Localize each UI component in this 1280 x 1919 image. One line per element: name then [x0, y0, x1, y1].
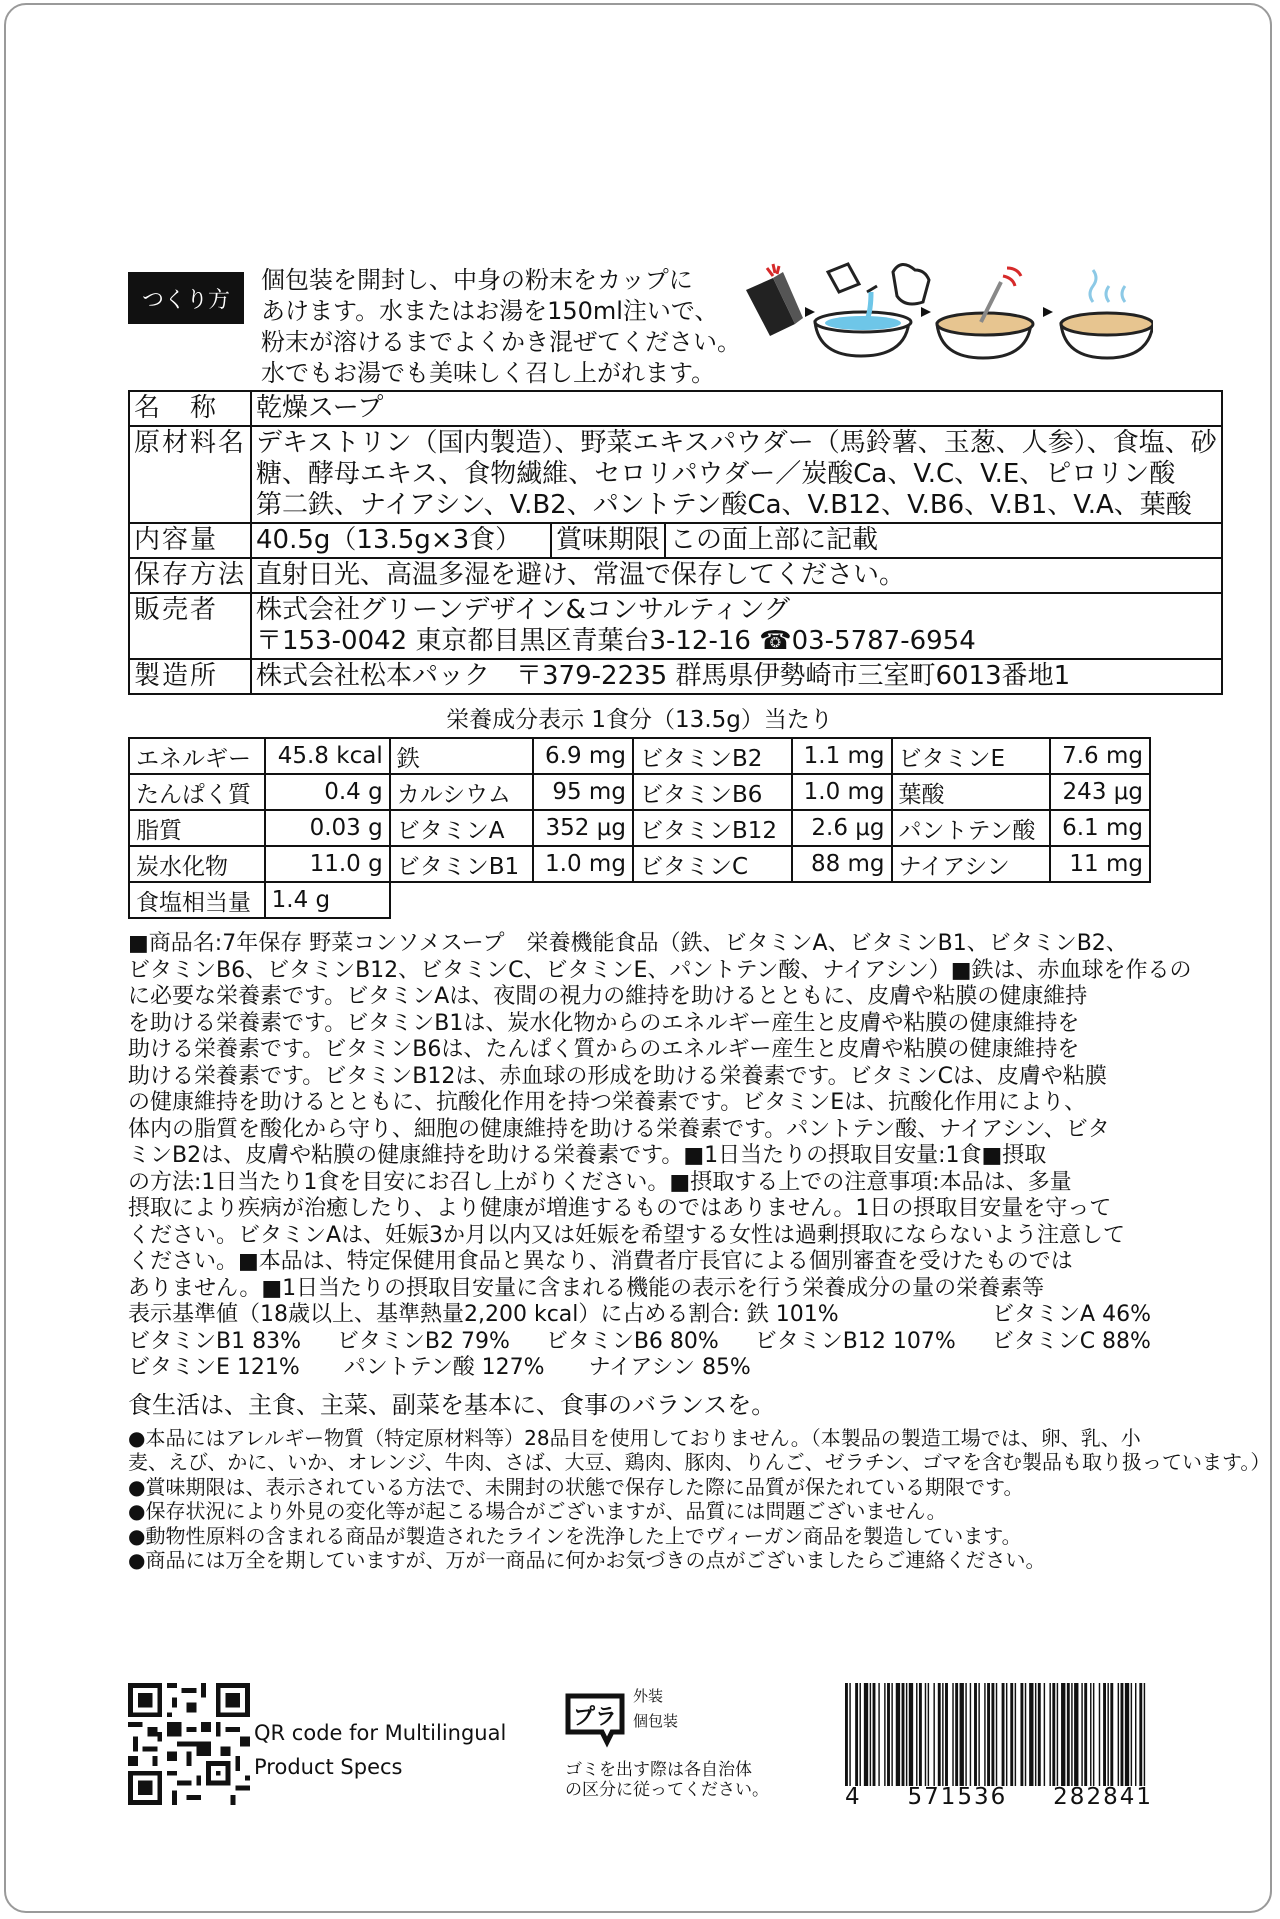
recycle-inner-label: 個包装: [633, 1712, 679, 1730]
note-line: ●商品には万全を期していますが、万が一商品に何かお気づきの点がございましたらご連絡ください。: [128, 1548, 1046, 1572]
table-row: [129, 882, 1150, 918]
ratio-text: ビタミンA 46%: [992, 1302, 1151, 1327]
nutrient-value: 95 mg: [533, 774, 633, 810]
barcode-bar: [960, 1683, 964, 1786]
nutrition-title: 栄養成分表示 1食分（13.5g）当たり: [446, 707, 833, 733]
barcode-bar: [891, 1683, 892, 1786]
barcode-bar: [1139, 1683, 1142, 1786]
garbage-line: の区分に従ってください。: [565, 1780, 769, 1800]
barcode-number: [845, 1784, 1153, 1810]
diet-advice: 食生活は、主食、主菜、副菜を基本に、食事のバランスを。: [128, 1390, 776, 1419]
barcode-bar: [1057, 1683, 1058, 1786]
arrow-icon: [921, 307, 931, 317]
seller-value: [251, 593, 1222, 659]
barcode-bar: [1025, 1683, 1026, 1786]
table-row: [129, 846, 1150, 882]
barcode-bar: [1131, 1683, 1132, 1786]
barcode-bar: [884, 1683, 885, 1786]
nutrient-value: 243 μg: [1050, 774, 1150, 810]
nutrient-name: ビタミンC: [633, 846, 792, 882]
ratio-text: 表示基準値（18歳以上、基準熱量2,200 kcal）に占める割合: 鉄 101%: [128, 1302, 839, 1327]
barcode-bar: [984, 1683, 985, 1786]
table-row: [129, 810, 1150, 846]
note-line: ●動物性原料の含まれる商品が製造されたラインを洗浄した上でヴィーガン商品を製造しています。: [128, 1523, 1022, 1548]
table-row: [129, 426, 1222, 523]
barcode-bar: [845, 1683, 848, 1786]
ratio-text: ビタミンB12 107%: [754, 1328, 956, 1354]
maker-label: 製造所: [129, 659, 251, 694]
barcode-bar: [955, 1683, 958, 1786]
recycle-labels: [633, 1684, 678, 1734]
nutrient-value: 0.03 g: [265, 810, 390, 846]
nutrient-value: 6.9 mg: [533, 738, 633, 774]
label-content: [128, 262, 1271, 1573]
expiry-label: 賞味期限: [551, 523, 665, 558]
barcode-bar: [938, 1683, 941, 1786]
garbage-line: ゴミを出す際は各自治体: [565, 1760, 752, 1780]
nutrient-name: ビタミンB12: [633, 810, 792, 846]
nutrient-value: 45.8 kcal: [265, 738, 390, 774]
barcode-bar: [1015, 1683, 1016, 1786]
barcode-bar: [925, 1683, 926, 1786]
cup-pour-icon: [815, 264, 929, 356]
barcode-digits: 571536: [907, 1784, 1008, 1810]
seller-name: 株式会社グリーンデザイン&コンサルティング: [256, 595, 791, 625]
barcode-bar: [952, 1683, 953, 1786]
nutrient-name: 炭水化物: [129, 846, 265, 882]
barcode-bar: [996, 1683, 997, 1786]
seller-address: 〒153-0042 東京都目黒区青葉台3-12-16 ☎03-5787-6954: [256, 626, 976, 656]
text-line: ありません。■1日当たりの摂取目安量に含まれる機能の表示を行う栄養成分の量の栄養素等: [128, 1275, 1045, 1301]
barcode-bar: [1118, 1683, 1119, 1786]
table-row: [129, 593, 1222, 659]
nutrient-value: 1.0 mg: [792, 774, 892, 810]
barcode-bar: [860, 1683, 861, 1786]
ingredients-label: 原材料名: [129, 426, 251, 523]
barcode-bar: [870, 1683, 871, 1786]
qr-caption: [254, 1716, 506, 1784]
nutrient-value: 6.1 mg: [1050, 810, 1150, 846]
packet-icon: [746, 264, 803, 336]
barcode-bar: [1020, 1683, 1023, 1786]
prep-line: 個包装を開封し、中身の粉末をカップに: [261, 266, 693, 294]
seller-label: 販売者: [129, 593, 251, 659]
nutrient-name: 葉酸: [892, 774, 1051, 810]
barcode-bar: [942, 1683, 943, 1786]
table-row: [129, 523, 1222, 558]
text-line: を助ける栄養素です。ビタミンB1は、炭水化物からのエネルギー産生と皮膚や粘膜の健康維持を: [128, 1010, 1080, 1036]
prep-line: 粉末が溶けるまでよくかき混ぜてください。: [261, 328, 741, 356]
nutrient-name: ビタミンB6: [633, 774, 792, 810]
note-line: 麦、えび、かに、いか、オレンジ、牛肉、さば、大豆、鶏肉、豚肉、りんご、ゼラチン、ゴマを含む製品も取り扱っています。）: [128, 1450, 1271, 1474]
ingredients-line: 糖、酵母エキス、食物繊維、セロリパウダー／炭酸Ca、V.C、V.E、ピロリン酸: [256, 459, 1176, 489]
ratio-text: ビタミンB1 83%: [128, 1328, 301, 1354]
preparation-section: [128, 262, 1151, 390]
barcode-bar: [864, 1683, 868, 1786]
barcode-bar: [945, 1683, 948, 1786]
text-line: の方法:1日当たり1食を目安にお召し上がりください。■摂取する上での注意事項:本品は、多量: [128, 1169, 1072, 1195]
ingredients-line: デキストリン（国内製造）、野菜エキスパウダー（馬鈴薯、玉葱、人参）、食塩、砂: [256, 428, 1217, 458]
nutrient-value: 7.6 mg: [1050, 738, 1150, 774]
preparation-illustration: [743, 262, 1153, 372]
barcode-bar: [1144, 1683, 1145, 1786]
barcode-bar: [1103, 1683, 1106, 1786]
barcode-bar: [1110, 1683, 1113, 1786]
text-line: ■商品名:7年保存 野菜コンソメスープ 栄養機能食品（鉄、ビタミンA、ビタミンB1、ビタミンB2、: [128, 931, 1128, 956]
barcode-bar: [1006, 1683, 1007, 1786]
qr-caption-line: QR code for Multilingual: [254, 1721, 507, 1745]
arrow-icon: [1043, 307, 1053, 317]
nutrient-name: ビタミンE: [892, 738, 1051, 774]
nutrient-name: ビタミンA: [390, 810, 533, 846]
barcode: [841, 1683, 1151, 1786]
qr-caption-line: Product Specs: [254, 1755, 403, 1779]
barcode-bar: [916, 1683, 917, 1786]
prep-line: あけます。水またはお湯を150ml注いで、: [261, 297, 719, 325]
ratio-line: [128, 1329, 1151, 1356]
barcode-bar: [1125, 1683, 1129, 1786]
storage-label: 保存方法: [129, 558, 251, 593]
nutrient-name: エネルギー: [129, 738, 265, 774]
ingredients-line: 第二鉄、ナイアシン、V.B2、パントテン酸Ca、V.B12、V.B6、V.B1、V.A、葉酸: [256, 490, 1192, 520]
cup-stir-icon: [937, 268, 1033, 358]
barcode-bar: [1035, 1683, 1036, 1786]
nutrient-name: ビタミンB2: [633, 738, 792, 774]
ratio-line: ビタミンE 121% パントテン酸 127% ナイアシン 85%: [128, 1355, 751, 1380]
table-row: [129, 738, 1150, 774]
barcode-bar: [855, 1683, 858, 1786]
recycle-outer-label: 外装: [633, 1687, 664, 1705]
table-row: [129, 774, 1150, 810]
barcode-bar: [887, 1683, 890, 1786]
barcode-bar: [1029, 1683, 1033, 1786]
barcode-bar: [970, 1683, 971, 1786]
nutrient-value: 1.0 mg: [533, 846, 633, 882]
table-row: [129, 391, 1222, 426]
text-line: ビタミンB6、ビタミンB12、ビタミンC、ビタミンE、パントテン酸、ナイアシン）■鉄は、赤血球を作るの: [128, 957, 1192, 983]
expiry-value: この面上部に記載: [665, 523, 1222, 558]
barcode-bar: [1049, 1683, 1050, 1786]
ratio-text: ビタミンB2 79%: [336, 1328, 510, 1354]
nutrient-name: 鉄: [390, 738, 533, 774]
text-line: ミンB2は、皮膚や粘膜の健康維持を助ける栄養素です。■1日当たりの摂取目安量:1食■摂取: [128, 1143, 1047, 1168]
maker-value: 株式会社松本パック 〒379-2235 群馬県伊勢崎市三室町6013番地1: [251, 659, 1222, 694]
garbage-notice: [565, 1760, 769, 1800]
barcode-bar: [1061, 1683, 1065, 1786]
note-line: ●賞味期限は、表示されている方法で、未開封の状態で保存した際に品質が保たれている期限です。: [128, 1474, 1024, 1499]
nutrient-value: 352 μg: [533, 810, 633, 846]
note-line: ●保存状況により外見の変化等が起こる場合がございますが、品質には問題ございません。: [128, 1499, 947, 1523]
text-line: ください。ビタミンAは、妊娠3か月以内又は妊娠を希望する女性は過剰摂取にならないよう注意して: [128, 1222, 1126, 1248]
barcode-bar: [965, 1683, 966, 1786]
text-line: 体内の脂質を酸化から守り、細胞の健康維持を助ける栄養素です。パントテン酸、ナイアシン、ビタ: [128, 1116, 1110, 1142]
barcode-bar: [1090, 1683, 1091, 1786]
barcode-bar: [1052, 1683, 1055, 1786]
barcode-bar: [909, 1683, 913, 1786]
barcode-bar: [1038, 1683, 1041, 1786]
bottom-section: [128, 1680, 1151, 1810]
barcode-bar: [919, 1683, 922, 1786]
barcode-bar: [1084, 1683, 1087, 1786]
barcode-bar: [1121, 1683, 1124, 1786]
barcode-bar: [1010, 1683, 1013, 1786]
barcode-bar: [991, 1683, 994, 1786]
arrow-icon: [805, 307, 815, 317]
volume-label: 内容量: [129, 523, 251, 558]
note-line: ●本品にはアレルギー物質（特定原材料等）28品目を使用しておりません。（本製品の製造工場では、卵、乳、小: [128, 1425, 1141, 1450]
nutrient-name: パントテン酸: [892, 810, 1051, 846]
barcode-bar: [1044, 1683, 1045, 1786]
barcode-bar: [1093, 1683, 1094, 1786]
ratio-text: ビタミンB6 80%: [545, 1328, 719, 1354]
text-line: 摂取により疾病が治癒したり、より健康が増進するものではありません。1日の摂取目安量を守って: [128, 1196, 1112, 1221]
barcode-bar: [1107, 1683, 1108, 1786]
text-line: 助ける栄養素です。ビタミンB12は、赤血球の形成を助ける栄養素です。ビタミンCは、皮膚や粘膜: [128, 1063, 1107, 1089]
ingredients-value: [251, 426, 1222, 523]
barcode-bar: [1071, 1683, 1072, 1786]
barcode-bar: [974, 1683, 977, 1786]
volume-value: 40.5g（13.5g×3食）: [251, 523, 551, 558]
nutrient-value: 0.4 g: [265, 774, 390, 810]
name-label: 名 称: [129, 391, 251, 426]
ratio-text: ビタミンC 88%: [991, 1328, 1151, 1354]
nutrient-value: 1.1 mg: [792, 738, 892, 774]
prep-line: 水でもお湯でも美味しく召し上がれます。: [261, 359, 716, 387]
product-info-table: [128, 390, 1223, 695]
table-row: [129, 558, 1222, 593]
cup-ready-icon: [1061, 270, 1153, 358]
name-value: 乾燥スープ: [251, 391, 1222, 426]
text-line: ください。■本品は、特定保健用食品と異なり、消費者庁長官による個別審査を受けたものでは: [128, 1249, 1073, 1274]
barcode-bar: [1002, 1683, 1005, 1786]
preparation-label: つくり方: [128, 272, 244, 324]
notes-section: [128, 1425, 1271, 1573]
nutrient-name: 脂質: [129, 810, 265, 846]
qr-code[interactable]: [128, 1683, 250, 1805]
barcode-bar: [873, 1683, 876, 1786]
barcode-digits: 4: [845, 1784, 862, 1810]
barcode-bar: [896, 1683, 900, 1786]
recycle-pla-icon: [560, 1688, 630, 1748]
nutrient-name: ナイアシン: [892, 846, 1051, 882]
barcode-bar: [987, 1683, 990, 1786]
barcode-bar: [928, 1683, 929, 1786]
nutrient-name: 食塩相当量: [129, 882, 265, 918]
text-line: 助ける栄養素です。ビタミンB6は、たんぱく質からのエネルギー産生と皮膚や粘膜の健康維持を: [128, 1037, 1080, 1062]
storage-value: 直射日光、高温多湿を避け、常温で保存してください。: [251, 558, 1222, 593]
nutrient-name: カルシウム: [390, 774, 533, 810]
text-line: に必要な栄養素です。ビタミンAは、夜間の視力の維持を助けるとともに、皮膚や粘膜の健康維持: [128, 984, 1088, 1009]
nutrition-table: [128, 737, 1151, 919]
barcode-bar: [1074, 1683, 1078, 1786]
barcode-bar: [1135, 1683, 1136, 1786]
recycle-mark-text: プラ: [572, 1705, 618, 1730]
barcode-bar: [902, 1683, 905, 1786]
nutrient-value: 2.6 μg: [792, 810, 892, 846]
barcode-bar: [978, 1683, 979, 1786]
nutrient-value: 11 mg: [1050, 846, 1150, 882]
barcode-bar: [1099, 1683, 1100, 1786]
barcode-bar: [1081, 1683, 1082, 1786]
table-row: [129, 659, 1222, 694]
barcode-bar: [849, 1683, 850, 1786]
barcode-bar: [933, 1683, 934, 1786]
nutrient-value: 1.4 g: [265, 882, 390, 918]
nutrient-value: 11.0 g: [265, 846, 390, 882]
nutrient-value: 88 mg: [792, 846, 892, 882]
ratio-line: [128, 1302, 1151, 1329]
barcode-bar: [906, 1683, 907, 1786]
nutrient-name: ビタミンB1: [390, 846, 533, 882]
barcode-bar: [1067, 1683, 1070, 1786]
barcode-digits: 282841: [1053, 1784, 1153, 1810]
nutrient-name: たんぱく質: [129, 774, 265, 810]
text-line: の健康維持を助けるとともに、抗酸化作用を持つ栄養素です。ビタミンEは、抗酸化作用により、: [128, 1090, 1087, 1115]
barcode-bar: [878, 1683, 879, 1786]
functional-claims-text: [128, 931, 1192, 1382]
